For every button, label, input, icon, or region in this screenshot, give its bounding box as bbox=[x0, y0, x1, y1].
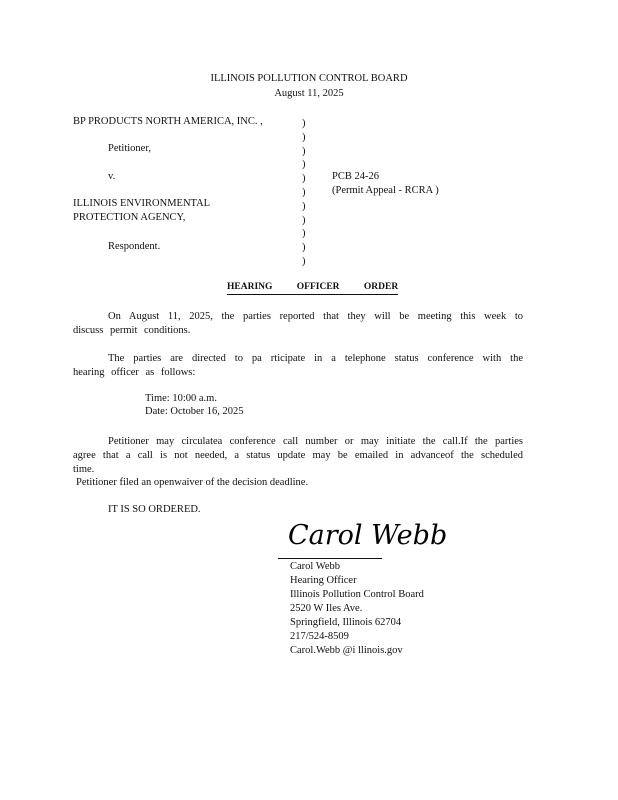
respondent-name-line2: PROTECTION AGENCY, bbox=[73, 212, 186, 223]
signer-street: 2520 W Iles Ave. bbox=[290, 603, 363, 614]
paragraph-waiver: Petitioner filed an openwaiver of the decision deadline. bbox=[76, 477, 309, 488]
conference-date: Date: October 16, 2025 bbox=[145, 406, 244, 417]
closing-statement: IT IS SO ORDERED. bbox=[108, 504, 201, 515]
order-title: HEARING OFFICER ORDER bbox=[227, 283, 398, 295]
versus-label: v. bbox=[108, 171, 116, 182]
respondent-role: Respondent. bbox=[108, 241, 161, 252]
signer-title: Hearing Officer bbox=[290, 575, 357, 586]
petitioner-name: BP PRODUCTS NORTH AMERICA, INC. , bbox=[73, 116, 263, 127]
agency-heading: ILLINOIS POLLUTION CONTROL BOARD bbox=[210, 73, 408, 84]
respondent-name-line1: ILLINOIS ENVIRONMENTAL bbox=[73, 198, 211, 209]
order-date: August 11, 2025 bbox=[274, 88, 344, 99]
paragraph-directive: The parties are directed to pa rticipate in a telephone status conference with the hearing officer as follows: bbox=[73, 353, 523, 378]
paragraph-status: On August 11, 2025, the parties reported that they will be meeting this week to discuss permit conditions. bbox=[73, 311, 523, 336]
signature-line bbox=[278, 558, 382, 559]
signer-phone: 217/524-8509 bbox=[290, 631, 349, 642]
petitioner-role: Petitioner, bbox=[108, 143, 152, 154]
case-number: PCB 24-26 bbox=[332, 171, 379, 182]
paragraph-call-instructions: Petitioner may circulatea conference call number or may initiate the call.If the parties agree that a call is not needed, a status update may be emailed in advanceof the scheduled time. bbox=[73, 436, 523, 475]
signature-script: Carol Webb bbox=[288, 520, 448, 551]
conference-time: Time: 10:00 a.m. bbox=[145, 393, 217, 404]
caption-parentheses: ) ) ) ) ) ) ) ) ) ) ) bbox=[302, 118, 306, 267]
signer-name: Carol Webb bbox=[290, 561, 340, 572]
signer-city: Springfield, Illinois 62704 bbox=[290, 617, 402, 628]
case-type: (Permit Appeal - RCRA ) bbox=[332, 185, 439, 196]
handwritten-signature bbox=[286, 512, 448, 554]
signer-organization: Illinois Pollution Control Board bbox=[290, 589, 424, 600]
signer-email[interactable]: Carol.Webb @i llinois.gov bbox=[290, 645, 403, 656]
